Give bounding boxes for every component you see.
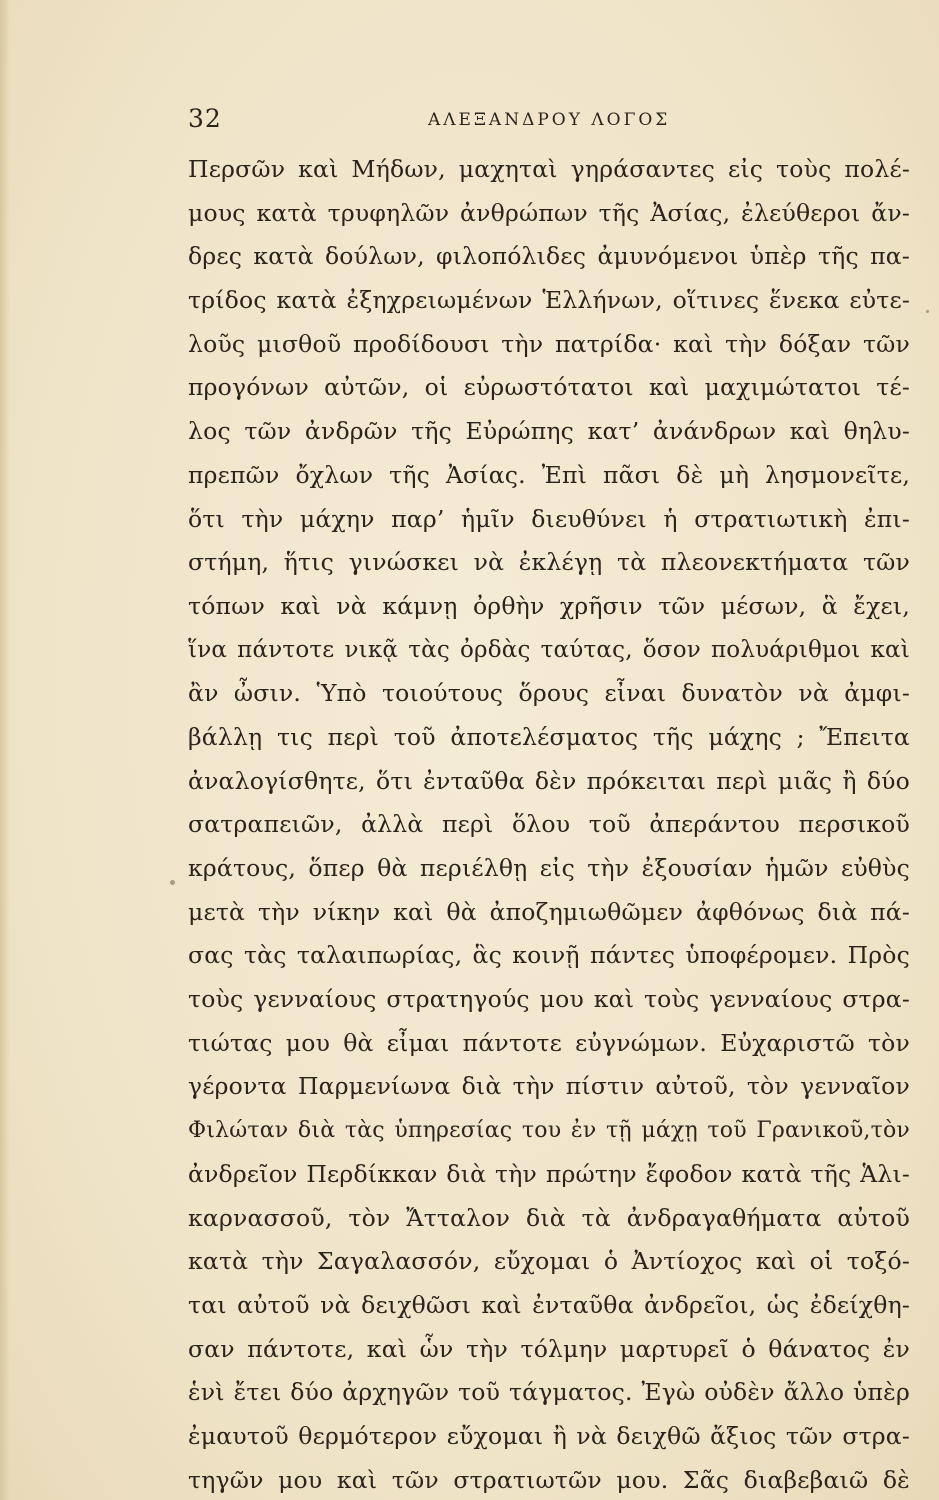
text-line: ἵνα πάντοτε νικᾷ τὰς ὀρδὰς ταύτας, ὅσον πολυάριθμοι καὶ <box>188 636 910 663</box>
text-line: στήμη, ἥτις γινώσκει νὰ ἐκλέγῃ τὰ πλεονεκτήματα τῶν <box>188 548 910 577</box>
page-number: 32 <box>188 104 222 133</box>
text-line: πρεπῶν ὄχλων τῆς Ἀσίας. Ἐπὶ πᾶσι δὲ μὴ λησμονεῖτε, <box>188 460 910 489</box>
text-line: σας τὰς ταλαιπωρίας, ἃς κοινῇ πάντες ὑποφέρομεν. Πρὸς <box>188 941 910 970</box>
text-line: Περσῶν καὶ Μήδων, μαχηταὶ γηράσαντες εἰς τοὺς πολέ- <box>188 155 910 183</box>
text-line: Φιλώταν διὰ τὰς ὑπηρεσίας του ἐν τῇ μάχῃ τοῦ Γρανικοῦ,τὸν <box>188 1118 910 1144</box>
text-line: ὅτι τὴν μάχην παρ’ ἡμῖν διευθύνει ἡ στρατιωτικὴ ἐπι- <box>188 504 910 533</box>
text-line: ται αὐτοῦ νὰ δειχθῶσι καὶ ἐνταῦθα ἀνδρεῖοι, ὡς ἐδείχθη- <box>188 1290 910 1319</box>
ink-speck <box>170 880 175 885</box>
ink-speck <box>926 310 929 313</box>
body-text <box>188 148 910 1500</box>
running-title: ΑΛΕΞΑΝΔΡΟΥ ΛΟΓΟΣ <box>428 110 671 130</box>
text-line: τηγῶν μου καὶ τῶν στρατιωτῶν μου. Σᾶς διαβεβαιῶ δὲ <box>188 1465 910 1494</box>
text-line: γέροντα Παρμενίωνα διὰ τὴν πίστιν αὐτοῦ, τὸν γενναῖον <box>188 1072 910 1101</box>
text-line: ἀνδρεῖον Περδίκκαν διὰ τὴν πρώτην ἔφοδον κατὰ τῆς Ἁλι- <box>188 1159 910 1188</box>
text-line: κράτους, ὅπερ θὰ περιέλθῃ εἰς τὴν ἐξουσίαν ἡμῶν εὐθὺς <box>188 854 910 882</box>
text-line: σατραπειῶν, ἀλλὰ περὶ ὅλου τοῦ ἀπεράντου περσικοῦ <box>188 810 910 839</box>
text-line: λος τῶν ἀνδρῶν τῆς Εὐρώπης κατ’ ἀνάνδρων καὶ θηλυ- <box>188 417 910 446</box>
text-line: ἂν ὦσιν. Ὑπὸ τοιούτους ὅρους εἶναι δυνατὸν νὰ ἀμφι- <box>188 679 910 708</box>
text-line: σαν πάντοτε, καὶ ὧν τὴν τόλμην μαρτυρεῖ ὁ θάνατος ἐν <box>188 1334 910 1363</box>
text-line: προγόνων αὐτῶν, οἱ εὐρωστότατοι καὶ μαχιμώτατοι τέ- <box>188 373 910 402</box>
text-line: τιώτας μου θὰ εἶμαι πάντοτε εὐγνώμων. Εὐχαριστῶ τὸν <box>188 1028 910 1057</box>
text-line: κατὰ τὴν Σαγαλασσόν, εὔχομαι ὁ Ἀντίοχος καὶ οἱ τοξό- <box>188 1247 910 1276</box>
text-line: δρες κατὰ δούλων, φιλοπόλιδες ἀμυνόμενοι ὑπὲρ τῆς πα- <box>188 242 910 271</box>
text-line: ἀναλογίσθητε, ὅτι ἐνταῦθα δὲν πρόκειται περὶ μιᾶς ἢ δύο <box>188 766 910 795</box>
text-line: καρνασσοῦ, τὸν Ἄτταλον διὰ τὰ ἀνδραγαθήματα αὐτοῦ <box>188 1203 910 1232</box>
text-line: ἑνὶ ἔτει δύο ἀρχηγῶν τοῦ τάγματος. Ἐγὼ οὐδὲν ἄλλο ὑπὲρ <box>188 1378 910 1407</box>
page-binding-edge <box>0 0 10 1500</box>
text-line: τοὺς γενναίους στρατηγούς μου καὶ τοὺς γενναίους στρα- <box>188 985 910 1014</box>
text-line: βάλλῃ τις περὶ τοῦ ἀποτελέσματος τῆς μάχης ; Ἔπειτα <box>188 722 910 751</box>
text-line: τόπων καὶ νὰ κάμνῃ ὀρθὴν χρῆσιν τῶν μέσων, ἃ ἔχει, <box>188 591 910 620</box>
text-line: λοῦς μισθοῦ προδίδουσι τὴν πατρίδα· καὶ τὴν δόξαν τῶν <box>188 329 910 358</box>
text-line: μετὰ τὴν νίκην καὶ θὰ ἀποζημιωθῶμεν ἀφθόνως διὰ πά- <box>188 897 910 926</box>
text-line: μους κατὰ τρυφηλῶν ἀνθρώπων τῆς Ἀσίας, ἐλεύθεροι ἄν- <box>188 198 910 227</box>
text-line: ἐμαυτοῦ θερμότερον εὔχομαι ἢ νὰ δειχθῶ ἄξιος τῶν στρα- <box>188 1421 910 1450</box>
text-line: τρίδος κατὰ ἐξηχρειωμένων Ἑλλήνων, οἵτινες ἕνεκα εὐτε- <box>188 286 910 315</box>
page-header <box>188 100 908 140</box>
